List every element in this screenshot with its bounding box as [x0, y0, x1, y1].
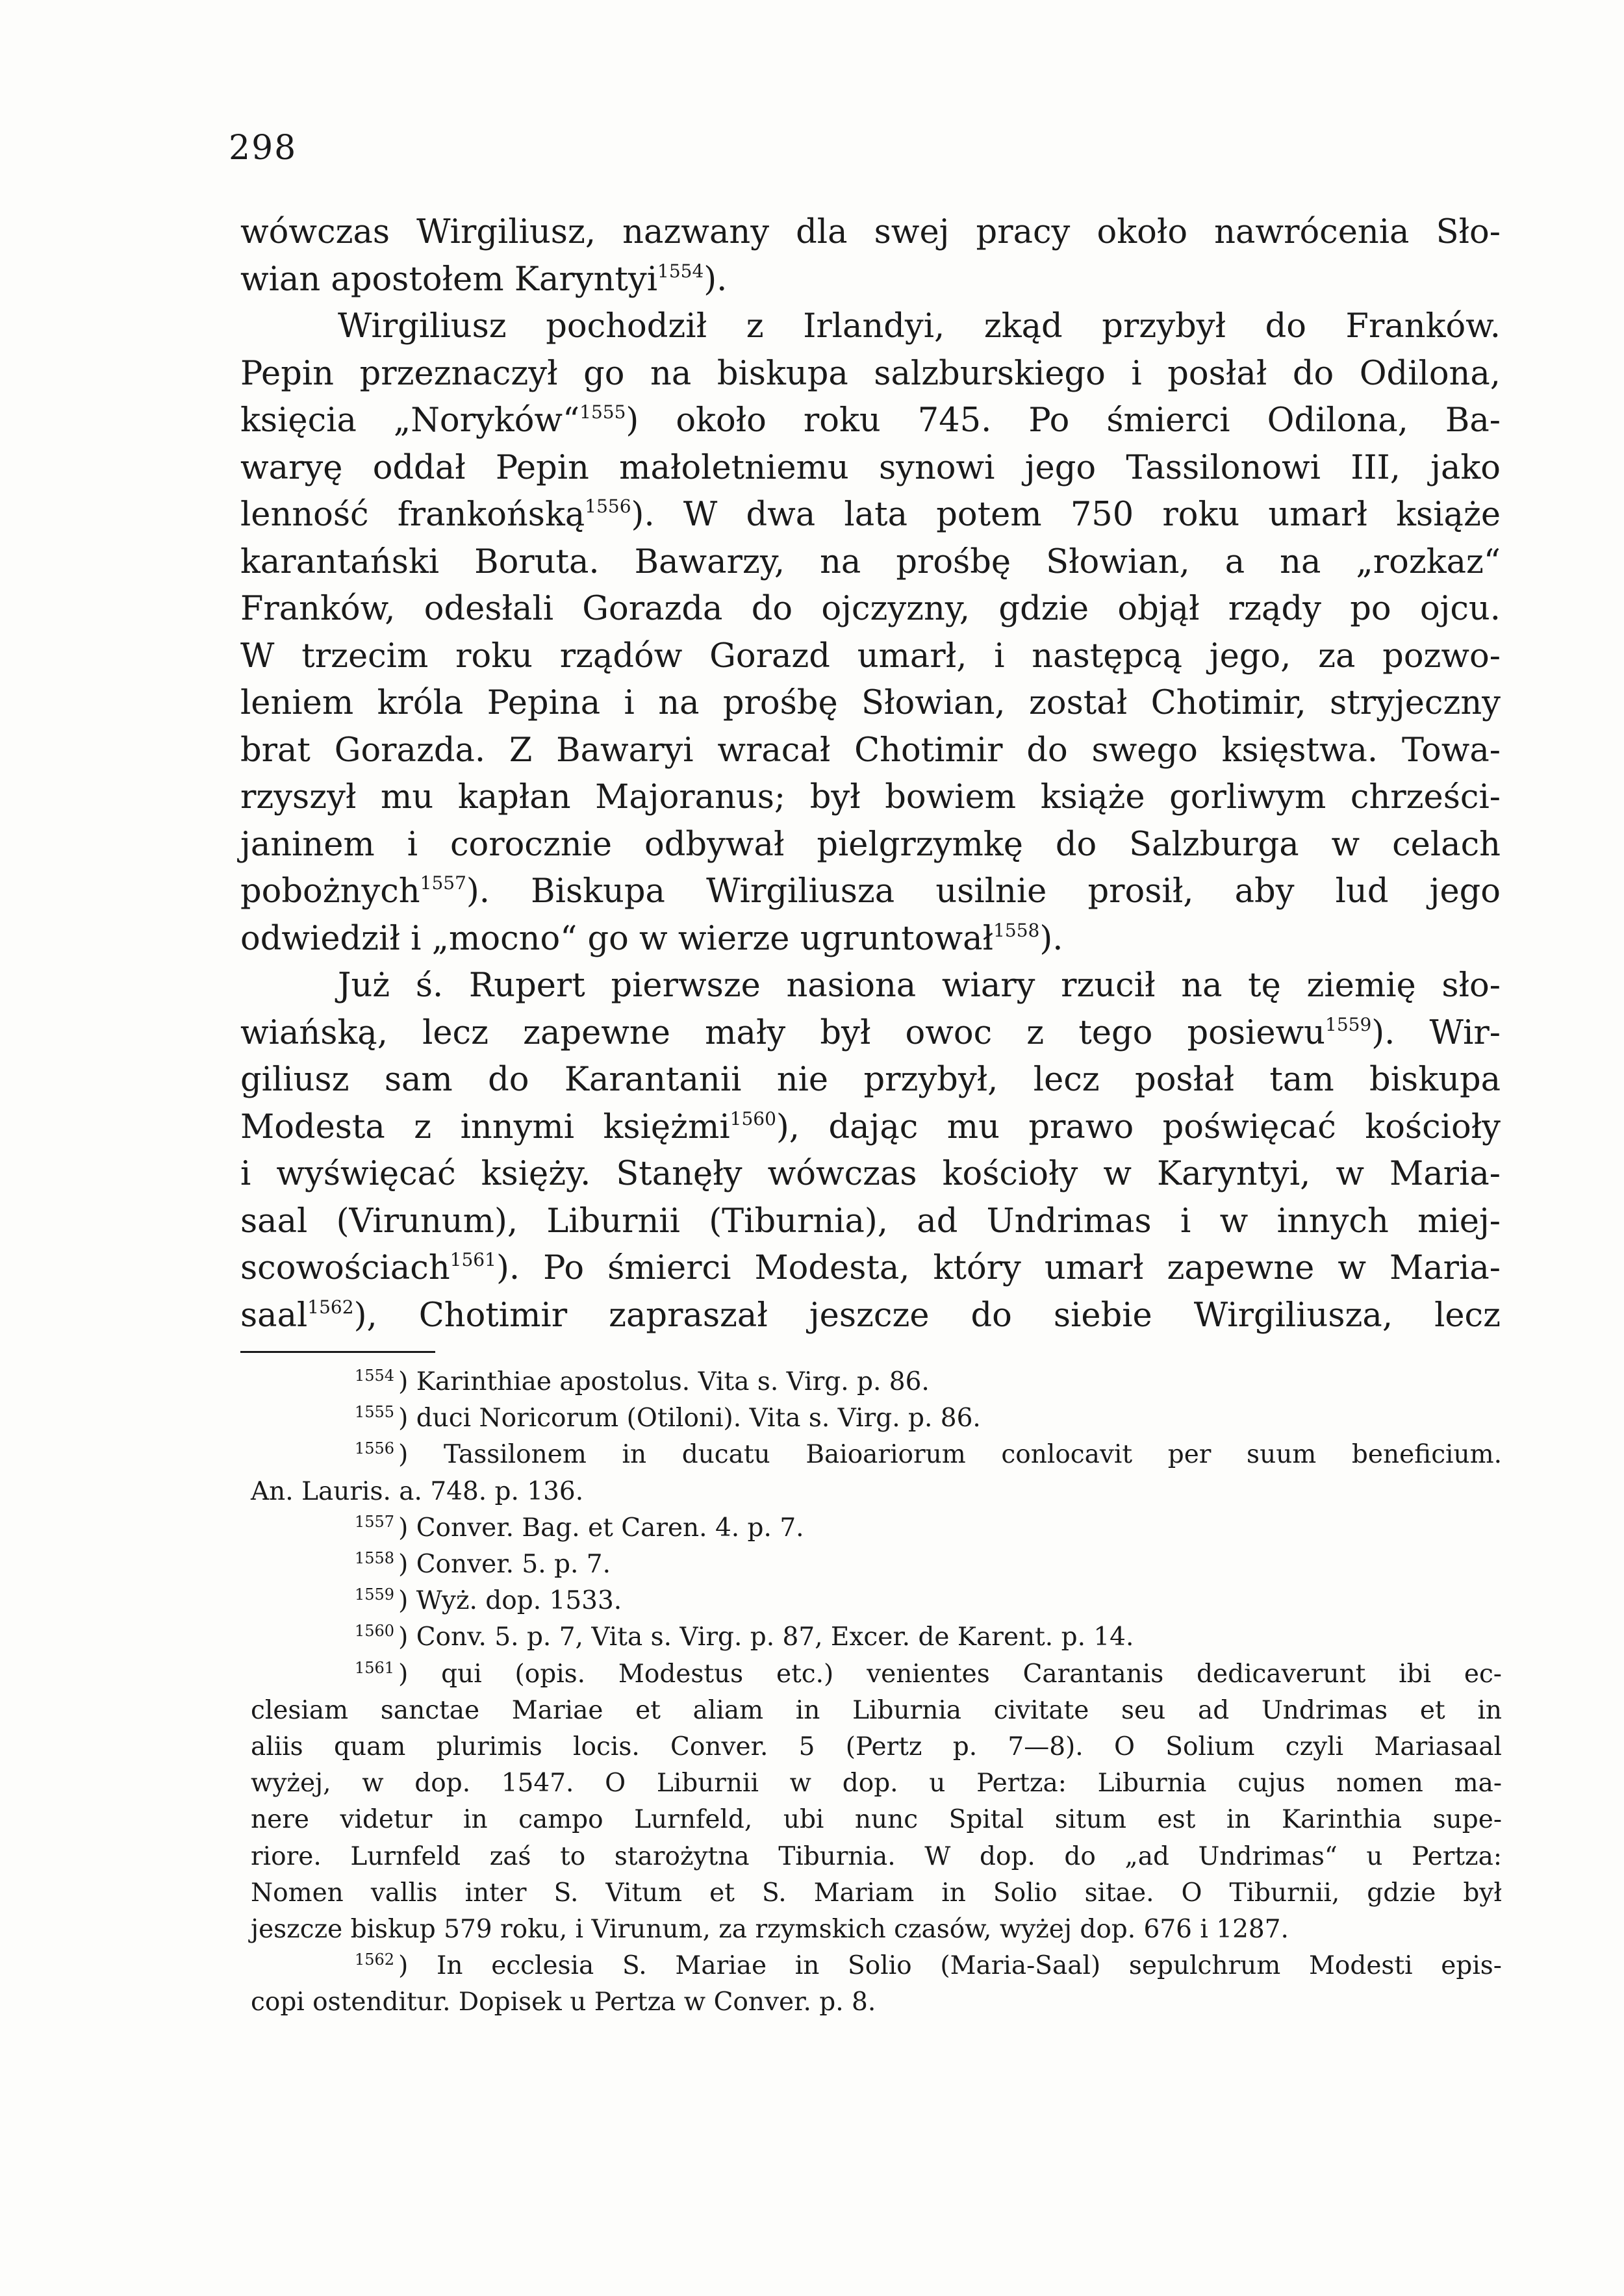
text-line: lenność frankońską$^{1556}$). W dwa lata potem 750 roku umarł książe [240, 496, 1501, 534]
footnote-continuation: wyżej, w dop. 1547. O Liburnii w dop. u Pertza: Liburnia cujus nomen ma- [251, 1769, 1502, 1798]
text-line: saal (Virunum), Liburnii (Tiburnia), ad Undrimas i w innych miej- [240, 1202, 1501, 1241]
text-line: Franków, odesłali Gorazda do ojczyzny, gdzie objął rządy po ojcu. [240, 590, 1501, 628]
text-line: Już ś. Rupert pierwsze nasiona wiary rzucił na tę ziemię sło- [338, 966, 1501, 1005]
text-line: Pepin przeznaczył go na biskupa salzburskiego i posłał do Odilona, [240, 354, 1501, 393]
text-line: rzyszył mu kapłan Majoranus; był bowiem książe gorliwym chrześci- [240, 778, 1501, 816]
footnotes [251, 1364, 1502, 2021]
footnote-continuation: clesiam sanctae Mariae et aliam in Liburnia civitate seu ad Undrimas et in [251, 1695, 1502, 1725]
text-line: odwiedził i „mocno“ go w wierze ugruntował$^{1558}$). [240, 919, 1063, 958]
text-line: księcia „Noryków“$^{1555}$) około roku 745. Po śmierci Odilona, Ba- [240, 401, 1501, 440]
page-number: 298 [229, 129, 298, 168]
text-line: janinem i corocznie odbywał pielgrzymkę do Salzburga w celach [240, 825, 1501, 864]
text-line: waryę oddał Pepin małoletniemu synowi jego Tassilonowi III, jako [240, 448, 1501, 487]
text-line: leniem króla Pepina i na prośbę Słowian, został Chotimir, stryjeczny [240, 684, 1501, 722]
text-line: Modesta z innymi księżmi$^{1560}$), dając mu prawo poświęcać kościoły [240, 1107, 1501, 1146]
footnote: $^{1556}$ ) Tassilonem in ducatu Baioariorum conlocavit per suum beneficium. [355, 1439, 1503, 1470]
footnote-divider [240, 1351, 435, 1353]
footnote-ref: 1555 [579, 401, 626, 423]
footnote-continuation: riore. Lurnfeld zaś to starożytna Tiburnia. W dop. do „ad Undrimas“ u Pertza: [251, 1841, 1502, 1871]
footnote-ref: 1556 [585, 496, 631, 517]
footnote-continuation: Nomen vallis inter S. Vitum et S. Mariam in Solio sitae. O Tiburnii, gdzie był [251, 1878, 1502, 1908]
text-line: W trzecim roku rządów Gorazd umarł, i następcą jego, za pozwo- [240, 637, 1501, 675]
main-text [240, 209, 1501, 1339]
text-line: i wyświęcać księży. Stanęły wówczas kościoły w Karyntyi, w Maria- [240, 1155, 1501, 1193]
footnote: $^{1562}$ ) In ecclesia S. Mariae in Solio (Maria-Saal) sepulchrum Modesti epis- [355, 1950, 1502, 1981]
footnote-continuation: nere videtur in campo Lurnfeld, ubi nunc Spital situm est in Karinthia supe- [251, 1805, 1502, 1835]
footnote: $^{1555}$ ) duci Noricorum (Otiloni). Vita s. Virg. p. 86. [355, 1403, 981, 1433]
footnote-continuation: aliis quam plurimis locis. Conver. 5 (Pertz p. 7—8). O Solium czyli Mariasaal [251, 1732, 1502, 1762]
footnote-ref: 1557 [420, 872, 466, 894]
footnote-ref: 1558 [993, 919, 1040, 941]
footnote: $^{1561}$ ) qui (opis. Modestus etc.) venientes Carantanis dedicaverunt ibi ec- [355, 1658, 1502, 1689]
text-line: wiańską, lecz zapewne mały był owoc z tego posiewu$^{1559}$). Wir- [240, 1013, 1501, 1052]
text-line: Wirgiliusz pochodził z Irlandyi, zkąd przybył do Franków. [338, 307, 1501, 346]
footnote-ref: 1560 [730, 1107, 776, 1129]
footnote: $^{1557}$ ) Conver. Bag. et Caren. 4. p. 7. [355, 1512, 804, 1543]
text-line: wian apostołem Karyntyi$^{1554}$). [240, 260, 728, 299]
text-line: wówczas Wirgiliusz, nazwany dla swej pracy około nawrócenia Sło- [240, 213, 1501, 251]
text-line: brat Gorazda. Z Bawaryi wracał Chotimir do swego księstwa. Towa- [240, 731, 1501, 770]
footnote: $^{1560}$ ) Conv. 5. p. 7, Vita s. Virg. p. 87, Excer. de Karent. p. 14. [355, 1622, 1134, 1652]
footnote-continuation: An. Lauris. a. 748. p. 136. [251, 1476, 584, 1506]
footnote: $^{1558}$ ) Conver. 5. p. 7. [355, 1549, 611, 1580]
footnote: $^{1554}$ ) Karinthiae apostolus. Vita s. Virg. p. 86. [355, 1367, 930, 1396]
footnote: $^{1559}$ ) Wyż. dop. 1533. [355, 1585, 622, 1616]
text-line: giliusz sam do Karantanii nie przybył, lecz posłał tam biskupa [240, 1061, 1501, 1099]
footnote-ref: 1559 [1325, 1013, 1372, 1035]
text-line: saal$^{1562}$), Chotimir zapraszał jeszcze do siebie Wirgiliusza, lecz [240, 1296, 1501, 1335]
footnote-ref: 1561 [450, 1249, 496, 1270]
text-line: pobożnych$^{1557}$). Biskupa Wirgiliusza usilnie prosił, aby lud jego [240, 872, 1501, 911]
text-line: scowościach$^{1561}$). Po śmierci Modesta, który umarł zapewne w Maria- [240, 1249, 1501, 1287]
footnote-ref: 1554 [657, 260, 704, 282]
text-line: karantański Boruta. Bawarzy, na prośbę Słowian, a na „rozkaz“ [240, 542, 1501, 581]
footnote-continuation: jeszcze biskup 579 roku, i Virunum, za rzymskich czasów, wyżej dop. 676 i 1287. [251, 1915, 1289, 1945]
footnote-ref: 1562 [307, 1296, 354, 1318]
footnote-continuation: copi ostenditur. Dopisek u Pertza w Conver. p. 8. [251, 1987, 876, 2017]
